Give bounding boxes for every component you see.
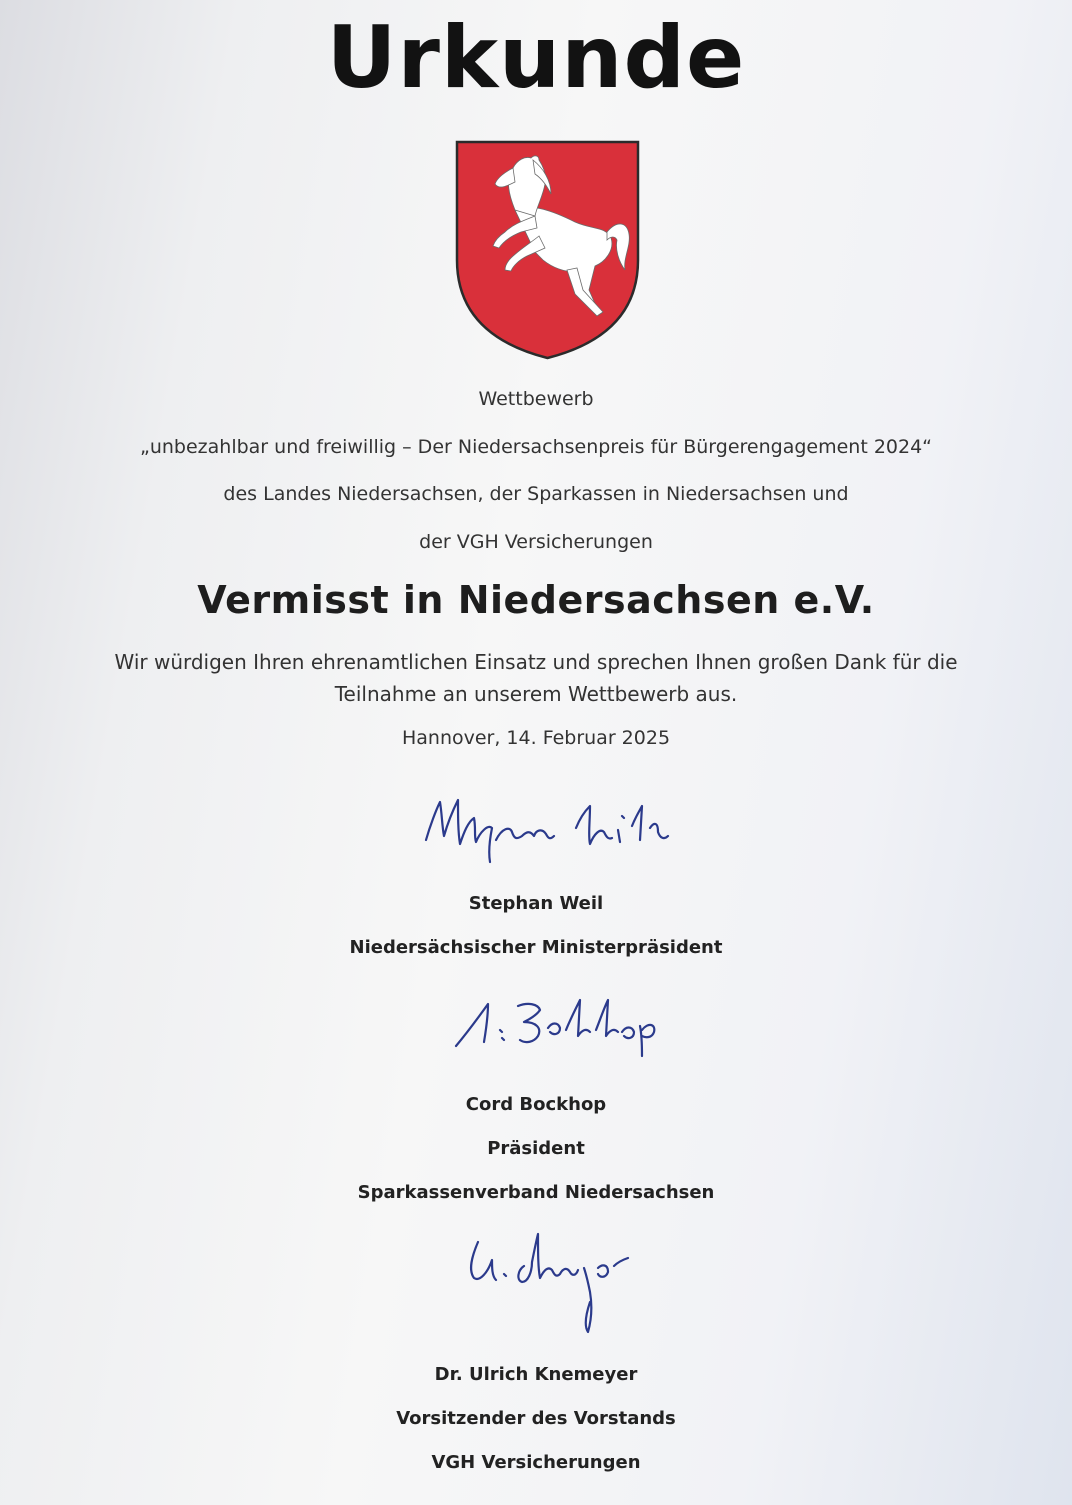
competition-name: „unbezahlbar und freiwillig – Der Niedersachsenpreis für Bürgerengagement 2024“ [139,436,933,458]
signatory-2-role: Präsident [487,1138,585,1159]
organizers-line-1: des Landes Niedersachsen, der Sparkassen in Niedersachsen und [223,483,849,505]
signatory-3-name: Dr. Ulrich Knemeyer [434,1364,638,1385]
certificate-title: Urkunde [326,8,746,108]
signature-cord-bockhop [448,990,698,1060]
lower-saxony-horse-crest-icon [455,140,640,360]
thanks-line-2: Teilnahme an unserem Wettbewerb aus. [334,682,738,706]
signatory-3-role: Vorsitzender des Vorstands [396,1408,676,1429]
signatory-2-organization: Sparkassenverband Niedersachsen [357,1182,715,1203]
place-date: Hannover, 14. Februar 2025 [401,727,671,749]
signature-stephan-weil [418,788,678,868]
competition-label: Wettbewerb [478,388,594,410]
signatory-3-organization: VGH Versicherungen [431,1452,641,1473]
organizers-line-2: der VGH Versicherungen [419,531,653,553]
thanks-line-1: Wir würdigen Ihren ehrenamtlichen Einsatz und sprechen Ihnen großen Dank für die [114,650,958,674]
signatory-1-name: Stephan Weil [468,893,604,914]
signatory-2-name: Cord Bockhop [465,1094,607,1115]
signatory-1-role: Niedersächsischer Ministerpräsident [349,937,723,958]
recipient-name: Vermisst in Niedersachsen e.V. [197,578,875,622]
signature-ulrich-knemeyer [458,1222,648,1342]
